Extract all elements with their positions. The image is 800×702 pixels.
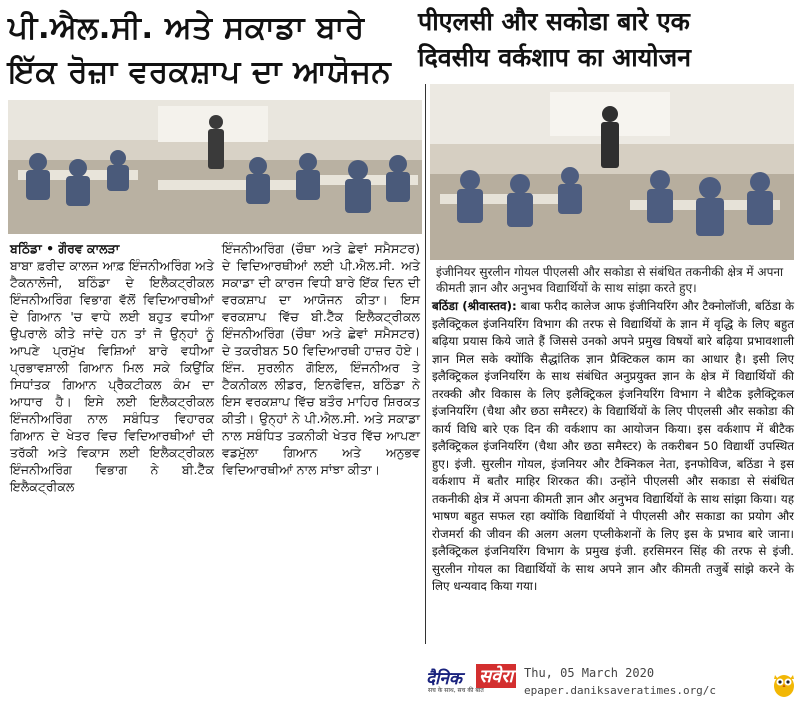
- epaper-url[interactable]: epaper.daniksaveratimes.org/c: [524, 684, 717, 697]
- hindi-headline-line2: दिवसीय वर्कशाप का आयोजन: [418, 43, 692, 72]
- classroom-photo-left: [8, 100, 422, 234]
- dainik-savera-logo: [426, 666, 520, 696]
- logo-tagline: सच के साथ, सच की बात: [428, 687, 484, 694]
- footer: [420, 664, 800, 702]
- hindi-article-body: [432, 298, 794, 666]
- punjabi-headline: [8, 6, 412, 98]
- hindi-headline-line1: पीएलसी और सकोडा बारे एक: [418, 7, 690, 36]
- punjabi-column-2-text: ਇੰਜਨੀਅਰਿੰਗ (ਚੌਥਾ ਅਤੇ ਛੇਵਾਂ ਸਮੈਸਟਰ) ਦੇ ਵਿਦਿਆਰਥੀਆਂ ਲਈ ਪੀ.ਐਲ.ਸੀ. ਅਤੇ ਸਕਾਡਾ ਦੀ ਕਾਰਜ ਵਿਧੀ ਬਾਰੇ ਇੱਕ ਦਿਨ ਦੀ ਵਰਕਸ਼ਾਪ ਦਾ ਆਯੋਜਨ ਕੀਤਾ। ਇਸ ਵਰਕਸ਼ਾਪ ਵਿੱਚ ਬੀ.ਟੈੱਕ ਇਲੈਕਟ੍ਰੀਕਲ ਇੰਜਨੀਅਰਿੰਗ (ਚੌਥਾ ਅਤੇ ਛੇਵਾਂ ਸਮੈਸਟਰ) ਦੇ ਤਕਰੀਬਨ 50 ਵਿਦਿਆਰਥੀ ਹਾਜ਼ਰ ਹੋਏ। ਇੰਜ. ਸੁਰਲੀਨ ਗੋਇਲ, ਇੰਜਨੀਅਰ ਤੇ ਟੈਕਨੀਕਲ ਲੀਡਰ, ਇਨਫੋਵਿਜ਼, ਬਠਿੰਡਾ ਨੇ ਇਸ ਵਰਕਸ਼ਾਪ ਵਿੱਚ ਬਤੌਰ ਮਾਹਿਰ ਸ਼ਿਰਕਤ ਕੀਤੀ। ਉਨ੍ਹਾਂ ਨੇ ਪੀ.ਐਲ.ਸੀ. ਅਤੇ ਸਕਾਡਾ ਨਾਲ ਸਬੰਧਿਤ ਤਕਨੀਕੀ ਖੇਤਰ ਵਿੱਚ ਆਪਣਾ ਵਡਮੁੱਲਾ ਗਿਆਨ ਅਤੇ ਅਨੁਭਵ ਵਿਦਿਆਰਥੀਆਂ ਨਾਲ ਸਾਂਝਾ ਕੀਤਾ।: [222, 241, 420, 477]
- owl-icon: [772, 668, 796, 698]
- hindi-headline: [418, 4, 796, 84]
- punjabi-column-1-text: ਬਾਬਾ ਫ਼ਰੀਦ ਕਾਲਜ ਆਫ਼ ਇੰਜਨੀਅਰਿੰਗ ਅਤੇ ਟੈਕਨਾਲੋਜੀ, ਬਠਿੰਡਾ ਦੇ ਇਲੈਕਟ੍ਰੀਕਲ ਇੰਜਨੀਅਰਿੰਗ ਵਿਭਾਗ ਵੱਲੋਂ ਵਿਦਿਆਰਥੀਆਂ ਦੇ ਗਿਆਨ 'ਚ ਵਾਧੇ ਲਈ ਬਹੁਤ ਵਧੀਆ ਉਪਰਾਲੇ ਕੀਤੇ ਜਾਂਦੇ ਹਨ ਤਾਂ ਜੋ ਉਨ੍ਹਾਂ ਨੂੰ ਆਪਣੇ ਪ੍ਰਮੁੱਖ ਵਿਸ਼ਿਆਂ ਬਾਰੇ ਵਧੀਆ ਪ੍ਰਭਾਵਸ਼ਾਲੀ ਗਿਆਨ ਮਿਲ ਸਕੇ ਕਿਉਂਕਿ ਸਿਧਾਂਤਕ ਗਿਆਨ ਪ੍ਰੈਕਟੀਕਲ ਕੰਮ ਦਾ ਆਧਾਰ ਹੈ। ਇਸੇ ਲਈ ਇਲੈਕਟ੍ਰੀਕਲ ਇੰਜਨੀਅਰਿੰਗ ਨਾਲ ਸਬੰਧਿਤ ਵਿਹਾਰਕ ਗਿਆਨ ਦੇ ਖੇਤਰ ਵਿਚ ਵਿਦਿਆਰਥੀਆਂ ਦੀ ਤਰੱਕੀ ਅਤੇ ਵਿਕਾਸ ਲਈ ਇਲੈਕਟ੍ਰੀਕਲ ਇੰਜਨੀਅਰਿੰਗ ਵਿਭਾਗ ਨੇ ਬੀ.ਟੈੱਕ ਇਲੈਕਟ੍ਰੀਕਲ: [10, 258, 214, 494]
- punjabi-article-column-1: [10, 240, 214, 640]
- logo-dainik-text: दैनिक: [426, 669, 462, 689]
- hindi-byline: बठिंडा (श्रीवास्तव):: [432, 299, 517, 313]
- logo-savera-text: सवेरा: [476, 664, 516, 688]
- classroom-photo-right: [430, 84, 794, 260]
- punjabi-headline-line1: ਪੀ.ਐਲ.ਸੀ. ਅਤੇ ਸਕਾਡਾ ਬਾਰੇ: [8, 10, 365, 46]
- punjabi-headline-line2: ਇੱਕ ਰੋਜ਼ਾ ਵਰਕਸ਼ਾਪ ਦਾ ਆਯੋਜਨ: [8, 54, 392, 90]
- column-divider: [425, 84, 426, 644]
- punjabi-byline: ਬਠਿੰਡਾ • ਗੌਰਵ ਕਾਲੜਾ: [10, 241, 120, 256]
- hindi-body-text: बाबा फरीद कालेज आफ इंजीनियरिंग और टैक्नोलॉजी, बठिंडा के इलैक्ट्रिकल इंजनियरिंग विभाग की तरफ से विद्यार्थियों के ज्ञान में वृद्धि के लिए बहुत बढ़िया प्रयास किये जाते हैं जिससे उनको अपने प्रमुख विषयों बारे बढ़िया प्रभावशाली ज्ञान मिल सके क्योंकि सैद्धांतिक ज्ञान प्रैक्टिकल काम का आधार है। इसी लिए इलैक्ट्रिकल इंजनियरिंग के साथ संबंधित अनुप्रयुक्त ज्ञान के क्षेत्र में विद्यार्थियों की तरक्की और विकास के लिए इलैक्ट्रिकल इंजनियरिंग विभाग ने बीटैक इलैक्ट्रिकल इंजनियरिंग (चैथा और छठा समैस्टर) के विद्यार्थियों के लिए पीएलसी और सकोडा की कार्य विधि बारे एक दिन की वर्कशाप का आयोजन किया। इस वर्कशाप में बीटैक इलैक्ट्रिकल इंजनियरिंग (चैथा और छठा समैस्टर) के तकरीबन 50 विद्यार्थी उपस्थित हुए। इंजी. सुरलीन गोयल, इंजनियर और टैक्निकल नेता, इनफोविज, बठिंडा ने इस वर्कशाप में बतौर माहिर शिरकत की। उन्होंने पीएलसी और सकाडा से संबंधित तकनीकी क्षेत्र में अपना कीमती ज्ञान और अनुभव विद्यार्थियों के साथ सांझा किया। यह भाषण बहुत सफल रहा क्योंकि विद्यार्थियों ने पीएलसी और सकाडा का प्रयोग और रोजमर्रा की जीवन की अलग अलग एप्लीकेशनों के लिए इस के प्रभाव बारे जाना। इलैक्ट्रिकल इंजनियरिंग विभाग के प्रमुख इंजी. हरसिमरन सिंह की तरफ से इंजी. सुरलीन गोयल का विद्यार्थियों के साथ अपने ज्ञान और कीमती तजुर्बे सांझे करने के लिए धन्यवाद किया गया।: [432, 299, 795, 593]
- publication-date: Thu, 05 March 2020: [524, 666, 655, 680]
- punjabi-article-column-2: [222, 240, 420, 640]
- hindi-photo-caption: इंजीनियर सुरलीन गोयल पीएलसी और सकोडा से संबंधित तकनीकी क्षेत्र में अपना कीमती ज्ञान और अनुभव विद्यार्थियों के साथ सांझा करते हुए।: [436, 265, 784, 295]
